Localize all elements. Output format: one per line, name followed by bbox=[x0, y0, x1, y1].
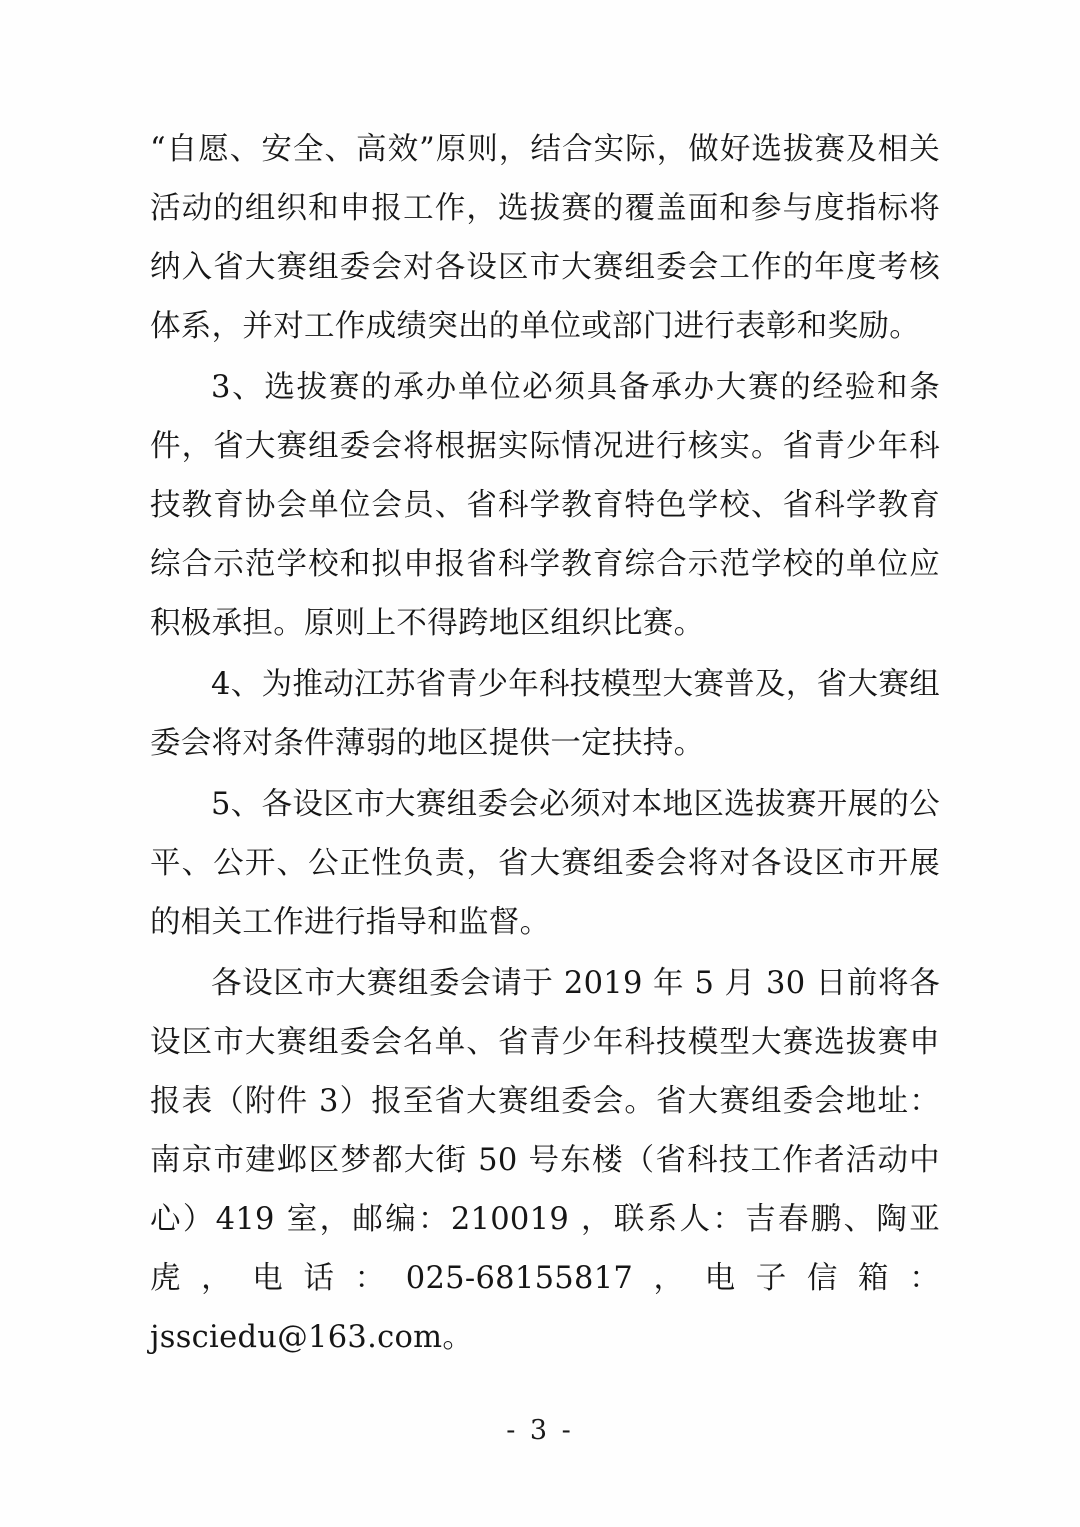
paragraph-principle: “自愿、安全、高效”原则，结合实际，做好选拔赛及相关活动的组织和申报工作，选拔赛的覆盖面和参与度指标将纳入省大赛组委会对各设区市大赛组委会工作的年度考核体系，并对工作成绩突出的单位或部门进行表彰和奖励。 bbox=[150, 132, 940, 344]
document-body bbox=[150, 120, 940, 1369]
paragraph-contact-info: 各设区市大赛组委会请于 2019 年 5 月 30 日前将各设区市大赛组委会名单、省青少年科技模型大赛选拔赛申报表（附件 3）报至省大赛组委会。省大赛组委会地址：南京市建邺区梦都大街 50 号东楼（省科技工作者活动中心）419 室，邮编：210019 ，联系人：吉春鹏、陶亚虎，电话：025-68155817，电子信箱：jssciedu@163.com。 bbox=[150, 966, 940, 1355]
paragraph-item-4: 4、为推动江苏省青少年科技模型大赛普及，省大赛组委会将对条件薄弱的地区提供一定扶持。 bbox=[150, 667, 940, 761]
paragraph-item-5: 5、各设区市大赛组委会必须对本地区选拔赛开展的公平、公开、公正性负责，省大赛组委会将对各设区市开展的相关工作进行指导和监督。 bbox=[150, 787, 940, 940]
page-number: - 3 - bbox=[506, 1415, 574, 1446]
paragraph-item-3: 3、选拔赛的承办单位必须具备承办大赛的经验和条件，省大赛组委会将根据实际情况进行核实。省青少年科技教育协会单位会员、省科学教育特色学校、省科学教育综合示范学校和拟申报省科学教育综合示范学校的单位应积极承担。原则上不得跨地区组织比赛。 bbox=[150, 370, 940, 641]
